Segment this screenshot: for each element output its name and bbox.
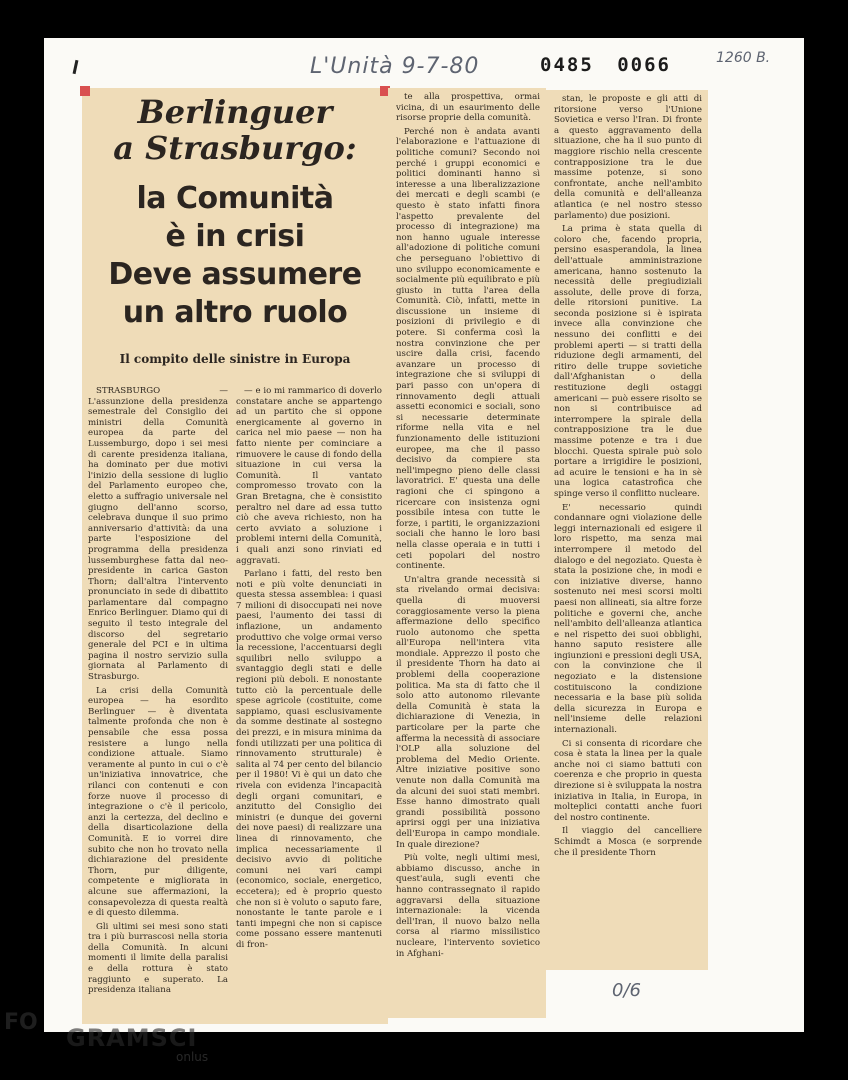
paragraph: Ci si consenta di ricordare che cosa è stata la linea per la quale anche noi ci siamo battuti con coerenza e che proprio in questa direzione si è sviluppata la nostra iniziativa in Italia, in Europa, in molteplici contatti anche fuori del nostro continente. bbox=[554, 738, 702, 823]
paragraph: Un'altra grande necessità si sta rivelando ormai decisiva: quella di muoversi coraggiosamente verso la piena affermazione dello specifico ruolo autonomo che spetta all'Europa nell'intera vita mondiale. Apprezzo il posto che il presidente Thorn ha dato ai problemi della cooperazione politica. Ma sta di fatto che il solo atto autonomo rilevante della Comunità è stata la dichiarazione di Venezia, in particolare per la parte che afferma la necessità di associare l'OLP alla soluzione del problema del Medio Oriente. Altre iniziative positive sono venute non dalla Comunità ma da alcuni dei suoi stati membri. Esse hanno dimostrato quali grandi possibilità possono aprirsi oggi per una iniziativa dell'Europa in campo mondiale. In quale direzione? bbox=[396, 574, 540, 850]
headline-line: Berlinguer bbox=[137, 93, 333, 131]
headline-line: un altro ruolo bbox=[122, 295, 348, 330]
paragraph: Parlano i fatti, del resto ben noti e più volte denunciati in questa stessa assemblea: i quasi 7 milioni di disoccupati nei nove paesi, l'aumento dei tassi di inflazione, un andamento produttivo che volge ormai verso la recessione, l'accentuarsi degli squilibri nello sviluppo a svantaggio degli stati e delle regioni più deboli. E nonostante tutto ciò la percentuale delle spese agricole (costituite, come sappiamo, quasi esclusivamente da somme destinate al sostegno dei prezzi, e in misura minima da fondi utilizzati per una politica di rinnovamento strutturale) è salita al 74 per cento del bilancio per il 1980! Vi è qui un dato che rivela con evidenza l'incapacità degli organi comunitari, e anzitutto del Consiglio dei ministri (e dunque dei governi dei nove paesi) di realizzare una linea di rinnovamento, che implica necessariamente il decisivo avvio di politiche comuni nei vari campi (economico, sociale, energetico, eccetera); ed è proprio questo che non si è voluto o saputo fare, nonostante le tante parole e i tanti impegni che non si capisce come possano essere mantenuti di fron- bbox=[236, 569, 382, 950]
body-clipping-left bbox=[82, 378, 388, 1024]
watermark-letters: FO bbox=[4, 1010, 38, 1035]
bottom-note: 0/6 bbox=[612, 980, 641, 1001]
paragraph: La crisi della Comunità europea — ha esordito Berlinguer — è diventata talmente profonda che non è pensabile che essa possa resistere a lungo nella condizione attuale. Siamo veramente al punto in cui o c'è un'iniziativa innovatrice, che rilanci con contenuti e con forze nuove il processo di integrazione o c'è il pericolo, anzi la certezza, del declino e della disarticolazione della Comunità. E io vorrei dire subito che non ho trovato nella dichiarazione del presidente Thorn, pur diligente, competente e migliorata in alcune sue affermazioni, la consapevolezza di questa realtà e di questo dilemma. bbox=[88, 685, 228, 919]
paragraph: La prima è stata quella di coloro che, facendo propria, persino esasperandola, la linea dell'attuale amministrazione americana, hanno sostenuto la necessità delle pregiudiziali assolute, delle prove di forza, delle ritorsioni punitive. La seconda posizione si è ispirata invece alla convinzione che nessuno dei conflitti e dei problemi aperti — si tratti della riduzione degli armamenti, del ritiro delle truppe sovietiche dall'Afghanistan o della restituzione degli ostaggi americani — può essere risolto se non si contribuisce ad interrompere la spirale della contrapposizione tra le due massime potenze e tra i due blocchi. Questa spirale può solo portare a irrigidire le posizioni, ad acuire le tensioni e ha in sè una logica catastrofica che spinge verso il conflitto nucleare. bbox=[554, 224, 702, 499]
article-column-1 bbox=[88, 386, 228, 1018]
paragraph: E' necessario quindi condannare ogni violazione delle leggi internazionali ed esigere il loro rispetto, ma senza mai interrompere il metodo del dialogo e del negoziato. Questa è stata la posizione che, in modi e con iniziative diverse, hanno sostenuto nei mesi scorsi molti paesi non allineati, sia altre forze politiche e governi che, anche nell'ambito dell'alleanza atlantica e nel rispetto dei suoi obblighi, hanno saputo resistere alle ingiunzioni e pressioni degli USA, con la convinzione che il negoziato e la distensione costituiscono la condizione necessaria e la base più solida della sicurezza in Europa e nell'insieme delle relazioni internazionali. bbox=[554, 502, 702, 736]
article-column-2 bbox=[236, 386, 382, 1018]
headline-line: la Comunità bbox=[136, 181, 334, 216]
paragraph: stan, le proposte e gli atti di ritorsione verso l'Unione Sovietica e verso l'Iran. Di fronte a questo aggravamento della situazione, che ha il suo punto di maggiore rischio nella crescente contrapposizione tra le due massime potenze, si sono confrontate, anche nell'ambito della comunità e dell'alleanza atlantica (e nel nostro stesso parlamento) due posizioni. bbox=[554, 94, 702, 221]
corner-note: 1260 B. bbox=[716, 50, 771, 66]
headline-line: Deve assumere bbox=[108, 257, 362, 292]
archive-code: 0485 0066 bbox=[540, 54, 671, 76]
paragraph: Il viaggio del cancelliere Schimdt a Mosca (e sorprende che il presidente Thorn bbox=[554, 826, 702, 858]
watermark-logo: GRAMSCI bbox=[66, 1024, 198, 1052]
paragraph: Più volte, negli ultimi mesi, abbiamo discusso, anche in quest'aula, sugli eventi che hanno contrassegnato il rapido aggravarsi della situazione internazionale: la vicenda dell'Iran, il nuovo balzo nella corsa al riarmo missilistico nucleare, l'intervento sovietico in Afghani- bbox=[396, 853, 540, 959]
headline-line: a Strasburgo: bbox=[113, 129, 357, 167]
article-column-4 bbox=[554, 94, 702, 964]
subheadline: Il compito delle sinistre in Europa bbox=[119, 352, 351, 366]
body-clipping-middle bbox=[388, 88, 546, 1018]
headline-title bbox=[82, 94, 388, 166]
headline-line: è in crisi bbox=[165, 219, 305, 254]
paragraph: te alla prospettiva, ormai vicina, di un esaurimento delle risorse proprie della comunità. bbox=[396, 92, 540, 124]
headline-clipping bbox=[82, 88, 388, 378]
body-clipping-right bbox=[546, 90, 708, 970]
paragraph: Gli ultimi sei mesi sono stati tra i più burrascosi nella storia della Comunità. In alcuni momenti il limite della paralisi e della rottura è stato raggiunto e superato. La presidenza italiana bbox=[88, 921, 228, 996]
paragraph: — e io mi rammarico di doverlo constatare anche se appartengo ad un partito che si oppone energicamente al governo in carica nel mio paese — non ha fatto niente per cominciare a rimuovere le cause di fondo della situazione in cui versa la Comunità. Il vantato compromesso trovato con la Gran Bretagna, che è consistito peraltro nel dare ad essa tutto ciò che aveva richiesto, non ha certo avviato a soluzione i problemi interni della Comunità, i quali anzi sono rinviati ed aggravati. bbox=[236, 386, 382, 566]
paragraph: STRASBURGO — L'assunzione della presidenza semestrale del Consiglio dei ministri della Comunità europea da parte del Lussemburgo, dopo i sei mesi di carente presidenza italiana, ha dominato per due motivi l'inizio della sessione di luglio del Parlamento europeo che, eletto a suffragio universale nel giugno dell'anno scorso, celebrava dunque il suo primo anniversario d'attività: da una parte l'esposizione del programma della presidenza lussemburghese fatta dal neo-presidente in carica Gaston Thorn; dall'altra l'intervento pronunciato in sede di dibattito parlamentare dal compagno Enrico Berlinguer. Diamo qui di seguito il testo integrale del discorso del segretario generale del PCI e in ultima pagina il nostro servizio sulla giornata al Parlamento di Strasburgo. bbox=[88, 386, 228, 683]
source-date-note: L'Unità 9-7-80 bbox=[310, 54, 480, 79]
watermark-suffix: onlus bbox=[176, 1050, 209, 1064]
article-column-3 bbox=[396, 92, 540, 1012]
paragraph: Perché non è andata avanti l'elaborazione e l'attuazione di politiche comuni? Secondo noi perché i gruppi economici e politici dominanti hanno sì interesse a una liberalizzazione dei mercati e degli scambi (e questo è stato infatti finora l'aspetto prevalente del processo di integrazione) ma non hanno uguale interesse all'adozione di politiche comuni che perseguano l'obiettivo di uno sviluppo economicamente e socialmente più equilibrato e più giusto in tutta l'area della Comunità. Ciò, infatti, mette in discussione un insieme di posizioni di privilegio e di potere. Si conferma così la nostra convinzione che per uscire dalla crisi, facendo avanzare un processo di integrazione che si sviluppi di pari passo con un'opera di rinnovamento degli attuali assetti economici e sociali, sono si necessarie determinate riforme nella vita e nel funzionamento delle istituzioni europee, ma che il passo decisivo da compiere sta nell'impegno pieno delle classi lavoratrici. E' questa una delle ragioni che ci spingono a ricercare con insistenza ogni possibile intesa con tutte le forze, i partiti, le organizzazioni sociali che hanno le loro basi nella classe operaia e in tutti i ceti popolari del nostro continente. bbox=[396, 126, 540, 572]
headline-main bbox=[82, 180, 388, 332]
